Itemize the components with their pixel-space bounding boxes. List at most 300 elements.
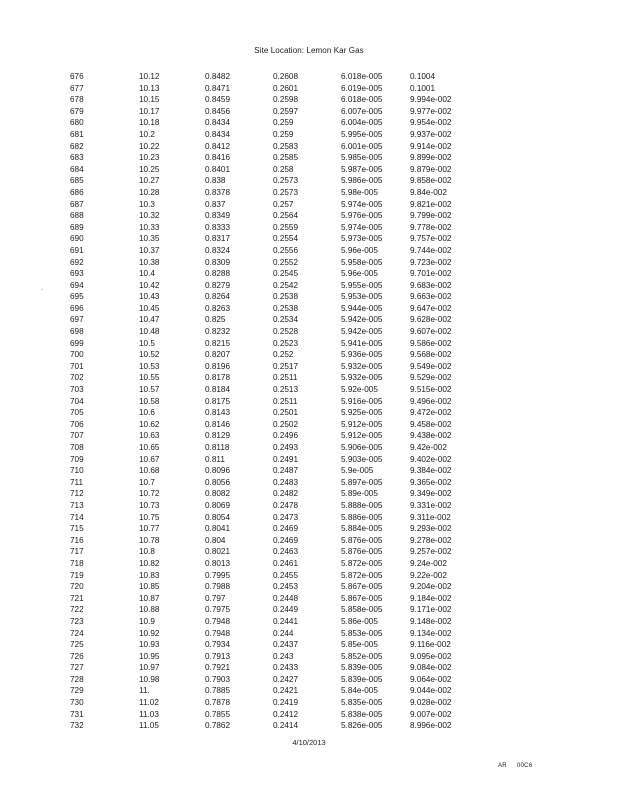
- table-row: [0, 94, 618, 106]
- table-cell: 10.65: [139, 443, 160, 452]
- table-cell: 10.5: [139, 338, 155, 348]
- table-cell: 5.897e-005: [341, 477, 383, 487]
- table-cell: 10.87: [139, 593, 160, 603]
- table-cell: 9.778e-002: [410, 222, 452, 232]
- table-row: [0, 233, 618, 245]
- table-cell: 713: [70, 500, 84, 510]
- table-cell: 0.243: [273, 651, 294, 661]
- table-cell: 5.98e-005: [341, 187, 378, 197]
- table-row: [0, 628, 618, 640]
- table-cell: 0.2583: [273, 141, 299, 151]
- table-cell: 10.73: [139, 500, 160, 510]
- table-cell: 0.8207: [205, 350, 231, 360]
- table-cell: 5.942e-005: [341, 315, 383, 325]
- table-cell: 9.257e-002: [410, 547, 452, 557]
- table-row: [0, 199, 618, 211]
- table-cell: 5.974e-005: [341, 199, 383, 209]
- data-table: [0, 71, 618, 732]
- table-cell: 10.83: [139, 570, 160, 580]
- table-row: [0, 372, 618, 384]
- table-cell: 9.757e-002: [410, 234, 452, 244]
- table-cell: 10.48: [139, 327, 160, 337]
- table-cell: 5.835e-005: [341, 698, 383, 708]
- table-cell: 5.92e-005: [341, 385, 378, 395]
- table-cell: 9.549e-002: [410, 361, 452, 371]
- table-row: [0, 141, 618, 153]
- table-cell: 11.: [139, 686, 150, 696]
- table-cell: 708: [70, 443, 84, 452]
- table-cell: 705: [70, 408, 84, 418]
- table-cell: 0.2483: [273, 477, 299, 487]
- table-cell: 6.018e-005: [341, 95, 383, 105]
- table-cell: 0.8082: [205, 489, 231, 499]
- table-cell: 10.37: [139, 245, 160, 255]
- table-row: [0, 546, 618, 558]
- table-cell: 9.994e-002: [410, 95, 452, 105]
- table-row: [0, 535, 618, 547]
- table-row: [0, 129, 618, 141]
- table-cell: 688: [70, 211, 84, 221]
- table-row: [0, 83, 618, 95]
- table-cell: 5.958e-005: [341, 257, 383, 267]
- table-cell: 10.82: [139, 558, 160, 568]
- table-row: [0, 639, 618, 651]
- table-row: [0, 152, 618, 164]
- table-cell: 0.2427: [273, 674, 299, 684]
- table-cell: 0.2461: [273, 558, 299, 568]
- table-cell: 0.7988: [205, 582, 231, 592]
- table-row: [0, 488, 618, 500]
- table-cell: 5.884e-005: [341, 524, 383, 534]
- table-cell: 0.8456: [205, 106, 231, 116]
- table-row: [0, 71, 618, 83]
- table-cell: 5.872e-005: [341, 558, 383, 568]
- table-cell: 0.2511: [273, 373, 298, 383]
- table-cell: 682: [70, 141, 84, 151]
- table-row: [0, 558, 618, 570]
- table-cell: 10.77: [139, 524, 160, 534]
- table-cell: 11.03: [139, 709, 159, 719]
- table-cell: 5.986e-005: [341, 176, 383, 186]
- table-cell: 0.259: [273, 118, 294, 128]
- table-row: [0, 361, 618, 373]
- table-cell: 0.797: [205, 593, 226, 603]
- table-cell: 0.8129: [205, 431, 231, 441]
- table-cell: 9.007e-002: [410, 709, 452, 719]
- table-cell: 10.58: [139, 396, 160, 406]
- table-cell: 9.899e-002: [410, 153, 452, 163]
- table-cell: 729: [70, 686, 84, 696]
- table-cell: 5.852e-005: [341, 651, 383, 661]
- table-cell: 723: [70, 616, 84, 626]
- table-cell: 5.9e-005: [341, 466, 374, 476]
- table-cell: 0.2449: [273, 605, 299, 615]
- table-cell: 0.2448: [273, 593, 299, 603]
- table-cell: 707: [70, 431, 84, 441]
- table-cell: 0.7948: [205, 616, 231, 626]
- table-cell: 695: [70, 292, 84, 302]
- table-cell: 10.7: [139, 477, 155, 487]
- table-cell: 0.2493: [273, 443, 299, 452]
- table-cell: 0.2517: [273, 361, 299, 371]
- table-cell: 5.858e-005: [341, 605, 383, 615]
- table-cell: 0.8178: [205, 373, 231, 383]
- table-cell: 5.916e-005: [341, 396, 383, 406]
- table-cell: 5.839e-005: [341, 674, 383, 684]
- table-cell: 9.701e-002: [410, 269, 452, 279]
- table-cell: 0.7878: [205, 698, 231, 708]
- table-cell: 0.8378: [205, 187, 231, 197]
- table-cell: 0.8434: [205, 129, 231, 139]
- table-cell: 0.2412: [273, 709, 299, 719]
- table-cell: 720: [70, 582, 84, 592]
- footer-date: 4/10/2013: [292, 738, 326, 747]
- table-row: [0, 407, 618, 419]
- table-row: [0, 651, 618, 663]
- table-cell: 0.258: [273, 164, 294, 174]
- table-cell: 0.8264: [205, 292, 231, 302]
- table-row: [0, 662, 618, 674]
- table-cell: 9.349e-002: [410, 489, 452, 499]
- table-cell: 5.867e-005: [341, 582, 383, 592]
- table-cell: 0.2552: [273, 257, 299, 267]
- table-cell: 0.8056: [205, 477, 231, 487]
- table-cell: 0.2538: [273, 303, 299, 313]
- table-cell: 0.8412: [205, 141, 231, 151]
- table-cell: 10.32: [139, 211, 160, 221]
- table-cell: 0.8434: [205, 118, 231, 128]
- table-cell: 706: [70, 419, 84, 429]
- table-cell: 9.821e-002: [410, 199, 452, 209]
- table-cell: 0.2469: [273, 535, 299, 545]
- table-cell: 0.2523: [273, 338, 299, 348]
- table-cell: 9.384e-002: [410, 466, 452, 476]
- table-cell: 701: [70, 361, 84, 371]
- table-row: [0, 257, 618, 269]
- table-row: [0, 616, 618, 628]
- table-cell: 5.96e-005: [341, 269, 378, 279]
- table-cell: 725: [70, 640, 84, 650]
- table-cell: 0.7934: [205, 640, 231, 650]
- table-cell: 10.28: [139, 187, 160, 197]
- table-cell: 9.472e-002: [410, 408, 452, 418]
- table-cell: 0.7913: [205, 651, 231, 661]
- corner-code: [498, 763, 540, 769]
- table-cell: 9.568e-002: [410, 350, 452, 360]
- table-cell: 5.876e-005: [341, 535, 383, 545]
- table-cell: 8.996e-002: [410, 721, 452, 731]
- table-row: [0, 268, 618, 280]
- table-cell: 0.2528: [273, 327, 299, 337]
- table-cell: 10.4: [139, 269, 155, 279]
- table-cell: 10.47: [139, 315, 160, 325]
- table-cell: 0.8324: [205, 245, 231, 255]
- table-row: [0, 442, 618, 454]
- table-cell: 10.12: [139, 72, 160, 81]
- table-cell: 704: [70, 396, 84, 406]
- table-cell: 10.35: [139, 234, 160, 244]
- table-cell: 0.2608: [273, 72, 299, 81]
- table-row: [0, 720, 618, 732]
- table-cell: 696: [70, 303, 84, 313]
- table-cell: 5.853e-005: [341, 628, 383, 638]
- table-cell: 5.995e-005: [341, 129, 383, 139]
- table-cell: 0.2469: [273, 524, 299, 534]
- table-cell: 0.244: [273, 628, 294, 638]
- table-cell: 0.8175: [205, 396, 231, 406]
- table-cell: 0.8401: [205, 164, 231, 174]
- table-cell: 5.867e-005: [341, 593, 383, 603]
- table-cell: 0.2554: [273, 234, 299, 244]
- table-cell: 10.53: [139, 361, 160, 371]
- table-cell: 732: [70, 721, 84, 731]
- table-cell: 0.7975: [205, 605, 231, 615]
- table-cell: 10.9: [139, 616, 155, 626]
- table-cell: 0.8459: [205, 95, 231, 105]
- table-cell: 9.744e-002: [410, 245, 452, 255]
- table-cell: 724: [70, 628, 84, 638]
- table-cell: 10.57: [139, 385, 160, 395]
- table-cell: 9.937e-002: [410, 129, 452, 139]
- table-cell: 9.879e-002: [410, 164, 452, 174]
- table-cell: 10.22: [139, 141, 160, 151]
- table-cell: 0.2441: [273, 616, 299, 626]
- table-cell: 697: [70, 315, 84, 325]
- table-cell: 0.2534: [273, 315, 299, 325]
- table-cell: 9.044e-002: [410, 686, 452, 696]
- table-cell: 726: [70, 651, 84, 661]
- table-cell: 5.84e-005: [341, 686, 378, 696]
- table-cell: 5.85e-005: [341, 640, 378, 650]
- table-cell: 687: [70, 199, 84, 209]
- table-cell: 9.278e-002: [410, 535, 452, 545]
- table-cell: 5.906e-005: [341, 443, 383, 452]
- table-cell: 0.2453: [273, 582, 299, 592]
- table-cell: 0.2585: [273, 153, 299, 163]
- table-cell: 10.97: [139, 663, 160, 673]
- table-cell: 10.17: [139, 106, 160, 116]
- table-cell: 716: [70, 535, 84, 545]
- table-row: [0, 674, 618, 686]
- table-row: [0, 338, 618, 350]
- table-cell: 0.2501: [273, 408, 299, 418]
- table-cell: 9.402e-002: [410, 454, 452, 464]
- table-cell: 9.628e-002: [410, 315, 452, 325]
- table-cell: 0.8143: [205, 408, 231, 418]
- table-cell: 10.63: [139, 431, 160, 441]
- table-row: [0, 604, 618, 616]
- table-cell: 683: [70, 153, 84, 163]
- table-cell: 5.888e-005: [341, 500, 383, 510]
- table-cell: 686: [70, 187, 84, 197]
- table-cell: 5.96e-005: [341, 245, 378, 255]
- table-cell: 10.33: [139, 222, 160, 232]
- table-cell: 715: [70, 524, 84, 534]
- table-cell: 5.953e-005: [341, 292, 383, 302]
- table-cell: 0.825: [205, 315, 226, 325]
- table-cell: 717: [70, 547, 84, 557]
- table-cell: 9.954e-002: [410, 118, 452, 128]
- table-cell: 9.171e-002: [410, 605, 452, 615]
- table-cell: 0.8317: [205, 234, 231, 244]
- table-row: [0, 570, 618, 582]
- table-cell: 9.683e-002: [410, 280, 452, 290]
- table-cell: 718: [70, 558, 84, 568]
- table-cell: 730: [70, 698, 84, 708]
- table-cell: 9.028e-002: [410, 698, 452, 708]
- table-row: [0, 222, 618, 234]
- table-cell: 0.8215: [205, 338, 231, 348]
- table-cell: 0.2421: [273, 686, 299, 696]
- table-cell: 0.7903: [205, 674, 231, 684]
- table-cell: 0.2414: [273, 721, 299, 731]
- table-cell: 10.23: [139, 153, 160, 163]
- table-cell: 0.7948: [205, 628, 231, 638]
- table-cell: 721: [70, 593, 84, 603]
- table-cell: 10.6: [139, 408, 155, 418]
- table-cell: 0.7885: [205, 686, 231, 696]
- table-cell: 5.912e-005: [341, 419, 383, 429]
- table-cell: 6.001e-005: [341, 141, 383, 151]
- table-cell: 5.987e-005: [341, 164, 383, 174]
- table-cell: 711: [70, 477, 84, 487]
- table-cell: 710: [70, 466, 84, 476]
- table-cell: 702: [70, 373, 84, 383]
- table-cell: 0.2513: [273, 385, 299, 395]
- table-cell: 5.942e-005: [341, 327, 383, 337]
- table-row: [0, 117, 618, 129]
- table-cell: 5.876e-005: [341, 547, 383, 557]
- table-cell: 10.98: [139, 674, 160, 684]
- table-cell: 0.2511: [273, 396, 298, 406]
- table-cell: 0.838: [205, 176, 226, 186]
- table-cell: 5.872e-005: [341, 570, 383, 580]
- table-cell: 0.2573: [273, 187, 299, 197]
- table-cell: 0.1001: [410, 83, 436, 93]
- table-cell: 731: [70, 709, 84, 719]
- table-row: [0, 303, 618, 315]
- table-cell: 0.259: [273, 129, 294, 139]
- table-cell: 0.8263: [205, 303, 231, 313]
- table-cell: 0.8041: [205, 524, 231, 534]
- table-cell: 0.2496: [273, 431, 299, 441]
- table-cell: 9.438e-002: [410, 431, 452, 441]
- table-cell: 10.78: [139, 535, 160, 545]
- table-cell: 9.586e-002: [410, 338, 452, 348]
- table-cell: 10.25: [139, 164, 160, 174]
- table-cell: 5.976e-005: [341, 211, 383, 221]
- table-cell: 727: [70, 663, 84, 673]
- table-cell: 0.8416: [205, 153, 231, 163]
- table-row: [0, 164, 618, 176]
- table-cell: 0.2455: [273, 570, 299, 580]
- table-cell: 5.839e-005: [341, 663, 383, 673]
- table-cell: 689: [70, 222, 84, 232]
- table-cell: 719: [70, 570, 84, 580]
- table-cell: 9.858e-002: [410, 176, 452, 186]
- table-cell: 0.2473: [273, 512, 299, 522]
- table-cell: 9.116e-002: [410, 640, 451, 650]
- table-cell: 684: [70, 164, 84, 174]
- table-cell: 0.7995: [205, 570, 231, 580]
- table-cell: 685: [70, 176, 84, 186]
- table-cell: 11.05: [139, 721, 159, 731]
- table-cell: 0.2463: [273, 547, 299, 557]
- table-cell: 9.42e-002: [410, 443, 447, 452]
- table-cell: 10.2: [139, 129, 155, 139]
- table-cell: 0.2597: [273, 106, 299, 116]
- table-cell: 10.85: [139, 582, 160, 592]
- table-cell: 699: [70, 338, 84, 348]
- table-cell: 0.2538: [273, 292, 299, 302]
- table-cell: 0.7855: [205, 709, 231, 719]
- table-cell: 0.7921: [205, 663, 231, 673]
- table-cell: 9.24e-002: [410, 558, 447, 568]
- table-cell: 0.8288: [205, 269, 231, 279]
- table-cell: 681: [70, 129, 84, 139]
- table-cell: 679: [70, 106, 84, 116]
- table-cell: 694: [70, 280, 84, 290]
- table-cell: 9.293e-002: [410, 524, 452, 534]
- table-cell: 690: [70, 234, 84, 244]
- table-row: [0, 430, 618, 442]
- table-cell: 9.723e-002: [410, 257, 452, 267]
- table-cell: 0.2573: [273, 176, 299, 186]
- table-cell: 0.8309: [205, 257, 231, 267]
- table-cell: 0.8333: [205, 222, 231, 232]
- table-row: [0, 465, 618, 477]
- table-cell: 10.38: [139, 257, 160, 267]
- table-cell: 0.2601: [273, 83, 299, 93]
- table-cell: 9.134e-002: [410, 628, 452, 638]
- table-cell: 0.2502: [273, 419, 299, 429]
- table-cell: 0.2437: [273, 640, 299, 650]
- table-cell: 0.2542: [273, 280, 299, 290]
- table-cell: 0.2419: [273, 698, 299, 708]
- table-cell: 0.2478: [273, 500, 299, 510]
- table-cell: 6.019e-005: [341, 83, 383, 93]
- table-cell: 0.8146: [205, 419, 231, 429]
- table-cell: 0.8013: [205, 558, 231, 568]
- table-cell: 9.184e-002: [410, 593, 452, 603]
- table-cell: 0.2482: [273, 489, 299, 499]
- table-row: [0, 384, 618, 396]
- table-cell: 5.838e-005: [341, 709, 383, 719]
- table-cell: 9.977e-002: [410, 106, 452, 116]
- table-cell: 9.458e-002: [410, 419, 452, 429]
- table-cell: 0.2487: [273, 466, 299, 476]
- table-cell: 9.607e-002: [410, 327, 452, 337]
- table-cell: 0.257: [273, 199, 294, 209]
- scan-speck: [42, 289, 43, 290]
- table-cell: 10.88: [139, 605, 160, 615]
- table-cell: 5.936e-005: [341, 350, 383, 360]
- table-cell: 0.811: [205, 454, 225, 464]
- table-cell: 6.007e-005: [341, 106, 383, 116]
- table-cell: 10.72: [139, 489, 160, 499]
- table-cell: 10.42: [139, 280, 160, 290]
- table-row: [0, 581, 618, 593]
- table-cell: 714: [70, 512, 84, 522]
- table-row: [0, 291, 618, 303]
- table-cell: 0.2556: [273, 245, 299, 255]
- table-cell: 10.62: [139, 419, 160, 429]
- table-cell: 5.86e-005: [341, 616, 378, 626]
- table-cell: 10.27: [139, 176, 160, 186]
- table-cell: 0.2433: [273, 663, 299, 673]
- table-row: [0, 685, 618, 697]
- table-cell: 692: [70, 257, 84, 267]
